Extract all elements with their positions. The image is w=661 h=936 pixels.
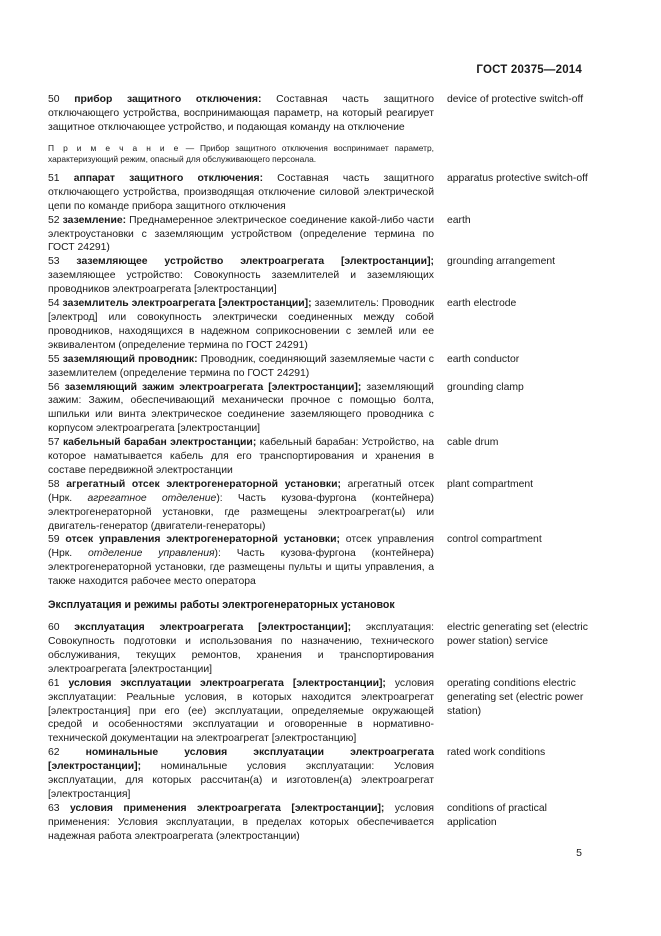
term-entry-58 [48,478,588,534]
term-text: агрегатный отсек (Нрк. [48,478,434,504]
term-text: Проводник, соединяющий заземляемые части с заземлителем (определение термина по ГОСТ 24291) [48,353,434,379]
term-definition [48,478,434,534]
term-definition [48,802,434,844]
term-definition [48,353,434,381]
term-english: earth conductor [447,353,520,365]
note-text [48,143,434,166]
term-name: кабельный барабан электростанции; [62,437,257,449]
terms-content [48,93,588,844]
term-english: apparatus protective switch-off [447,172,588,184]
term-english: grounding arrangement [447,256,556,268]
term-entry-50 [48,93,588,135]
term-text: ): Часть кузова-фургона (контейнера) электрогенераторной установки, где размещены электроагрегат(ы) или двигатель-генератор (двигатели-генераторы) [48,492,434,532]
term-text: Составная часть защитного отключающего устройства, воспринимающая параметр, на который реагирует защитное отключающее устройство, и подающая команду на отключение [48,94,435,133]
term-definition [48,297,434,353]
term-entry-60 [48,621,588,677]
term-definition [48,214,434,256]
deprecated-term: отделение управления [88,548,215,560]
term-number: 60 [48,622,60,634]
page-number: 5 [576,847,582,859]
term-name: заземляющий проводник: [62,353,198,365]
term-name: отсек управления электрогенераторной установки; [65,534,340,546]
deprecated-term: агрегатное отделение [87,492,217,504]
term-definition [48,533,434,589]
term-name: заземление: [62,214,127,226]
term-entry-62 [48,746,588,802]
document-code: ГОСТ 20375—2014 [476,64,582,76]
term-entry-61 [48,677,588,747]
term-english: device of protective switch-off [447,94,584,105]
term-number: 53 [48,256,60,268]
term-english: cable drum [447,437,499,449]
term-number: 55 [48,353,60,365]
term-english: plant compartment [447,478,534,490]
term-name: заземлитель электроагрегата [электростанции]; [62,298,312,310]
term-text: заземляющее устройство: Совокупность заземлителей и заземляющих проводников электроагрегата [электростанции] [48,270,434,296]
note-body: — Прибор защитного отключения воспринимает параметр, характеризующий режим, опасный для обслуживающего персонала. [48,142,434,165]
term-number: 54 [48,298,60,310]
term-name: заземляющее устройство электроагрегата [электростанции]; [76,256,434,268]
term-text: эксплуатация: Совокупность подготовки и использования по назначению, технического обслуживания, текущих ремонтов, хранения и транспортирования электроагрегата [электростанции] [48,622,434,675]
term-number: 52 [48,214,60,226]
term-definition [48,746,434,802]
term-text: Преднамеренное электрическое соединение какой-либо части электроустановки с заземляющим устройством (определение термина по ГОСТ 24291) [48,214,434,254]
term-text: заземлитель: Проводник [электрод] или совокупность электрически соединенных между собой проводников, находящихся в надежном соприкосновении с землей или ее эквивалентом (определение термина по ГОСТ 24291) [48,298,434,351]
term-text: условия применения: Условия эксплуатации, в пределах которых обеспечивается надежная работа электроагрегата (электростанции) [48,802,434,842]
term-number: 56 [48,381,60,393]
term-definition [48,255,434,297]
term-entry-52 [48,214,588,256]
term-name: номинальные условия эксплуатации электроагрегата [электростанции]; [48,747,435,773]
term-name: заземляющий зажим электроагрегата [электростанции]; [64,381,362,393]
term-entry-57 [48,436,588,478]
term-text: заземляющий зажим: Зажим, обеспечивающий механически прочное с помощью болта, шпильки или винта электрическое соединение заземляющего проводника с корпусом электроагрегата [электростанции] [48,381,434,435]
term-text: отсек управления (Нрк. [48,534,434,560]
term-name: условия применения электроагрегата [электростанции]; [69,802,385,814]
term-english: earth [447,214,471,226]
term-entry-53 [48,255,588,297]
term-english: control compartment [447,534,542,546]
term-english: earth electrode [447,298,517,310]
section-title: Эксплуатация и режимы работы электрогенераторных установок [48,599,395,612]
term-definition [48,436,434,478]
term-name: прибор защитного отключения: [74,94,262,105]
term-english: grounding clamp [447,381,524,393]
term-english: rated work conditions [447,747,546,759]
term-entry-63 [48,802,588,844]
term-name: агрегатный отсек электрогенераторной установки; [66,478,341,490]
term-text: ): Часть кузова-фургона (контейнера) электрогенераторной установки, где размещены пульты и щиты управления, а также находится рабочее место оператора [48,548,434,588]
term-number: 57 [48,437,60,449]
term-entry-54 [48,297,588,353]
term-entry-55 [48,353,588,381]
term-number: 61 [48,677,60,689]
term-name: условия эксплуатации электроагрегата [электростанции]; [68,677,386,689]
term-definition [48,621,434,677]
term-number: 62 [48,747,60,759]
term-english: electric generating set (electric power station) service [447,622,588,647]
term-english: conditions of practical application [447,802,547,828]
term-text: номинальные условия эксплуатации: Условия эксплуатации, для которых рассчитан(а) и изготовлен(а) электроагрегат [электростанция] [48,761,434,800]
term-number: 59 [48,534,60,546]
term-text: условия эксплуатации: Реальные условия, в которых находится электроагрегат [электростанция] при его (ее) эксплуатации, определяемые окружающей средой и особенностями эксплуатации и оговоренные в нормативно-технической документации на электроагрегат [электростанцию] [48,677,435,745]
term-text: Составная часть защитного отключающего устройства, производящая отключение силовой электрической цепи по команде прибора защитного отключения [48,172,435,212]
term-definition [48,172,434,214]
term-definition [48,93,434,135]
term-definition [48,677,434,747]
term-entry-56 [48,381,588,437]
note-block [48,143,588,166]
term-english: operating conditions electric generating set (electric power station) [447,677,584,717]
term-number: 51 [48,172,60,184]
term-name: эксплуатация электроагрегата [электростанции]; [74,622,352,634]
term-number: 63 [48,802,60,814]
term-name: аппарат защитного отключения: [73,172,264,184]
term-entry-59 [48,533,588,589]
term-text: кабельный барабан: Устройство, на которое наматывается кабель для его транспортирования и хранения в составе передвижной электростанции [48,437,434,476]
term-number: 50 [48,94,60,105]
term-definition [48,381,434,437]
term-entry-51 [48,172,588,214]
note-label: П р и м е ч а н и е [48,142,180,153]
term-number: 58 [48,478,60,490]
